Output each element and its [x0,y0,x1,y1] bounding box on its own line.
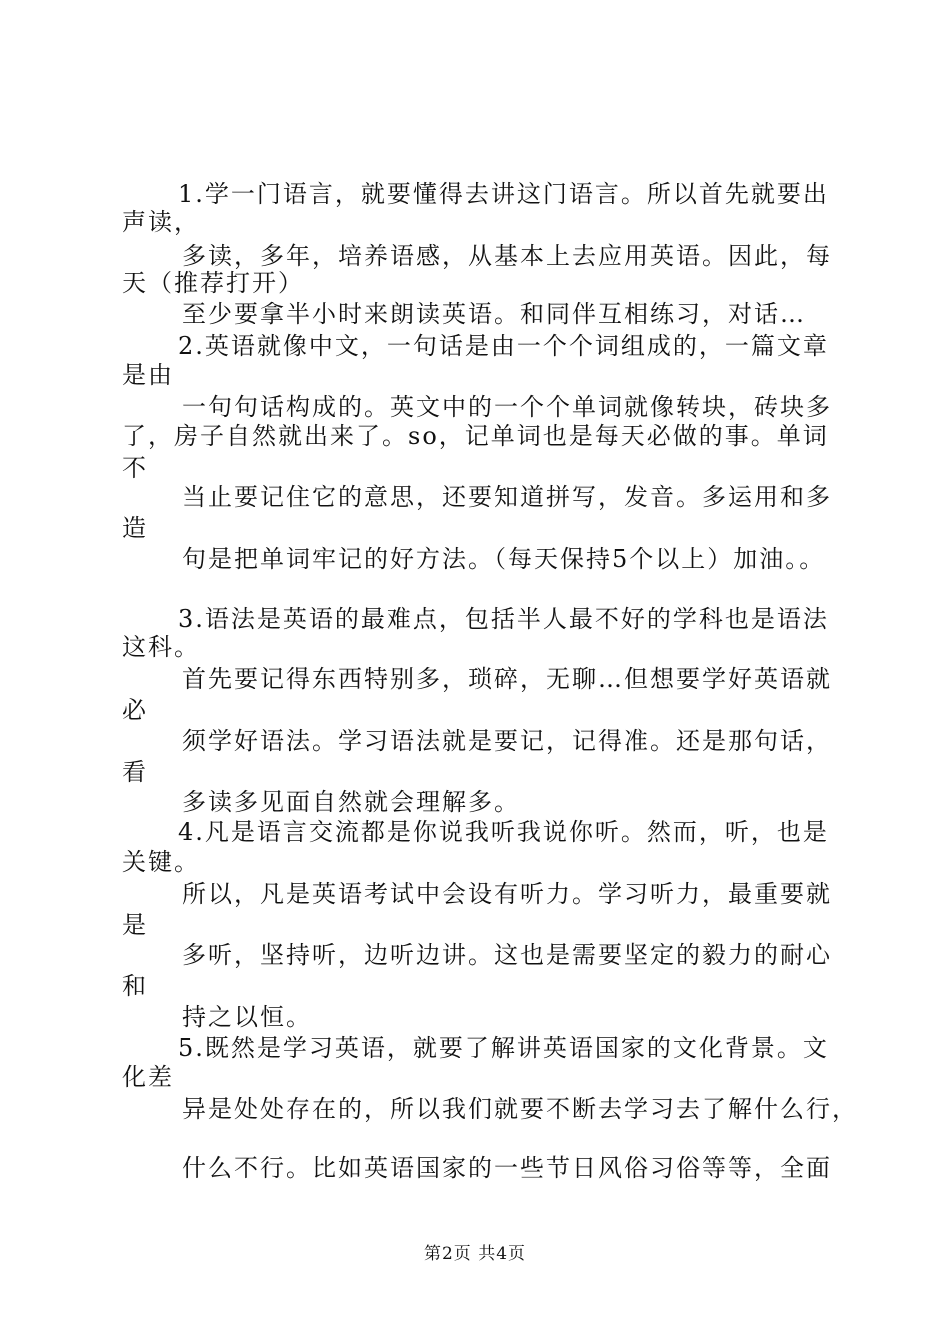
text-line: 声读， [122,208,200,236]
text-line: 多读多见面自然就会理解多。 [182,788,520,816]
text-line: 1.学一门语言，就要懂得去讲这门语言。所以首先就要出 [178,180,829,208]
text-line: 不 [122,454,148,482]
text-line: 2.英语就像中文，一句话是由一个个词组成的，一篇文章 [178,332,829,360]
text-line: 了，房子自然就出来了。so，记单词也是每天必做的事。单词 [122,422,829,450]
text-line: 至少要拿半小时来朗读英语。和同伴互相练习，对话… [182,300,806,328]
page-number-footer: 第2页 共4页 [423,1244,527,1264]
text-line: 首先要记得东西特别多，琐碎，无聊…但想要学好英语就 [182,665,832,693]
text-line: 多听，坚持听，边听边讲。这也是需要坚定的毅力的耐心 [182,941,832,969]
text-line: 是由 [122,361,174,389]
text-line: 异是处处存在的，所以我们就要不断去学习去了解什么行， [182,1095,858,1123]
text-line: 看 [122,758,148,786]
text-line: 当止要记住它的意思，还要知道拼写，发音。多运用和多 [182,483,832,511]
text-line: 化差 [122,1063,174,1091]
text-line: 必 [122,696,148,724]
text-line: 句是把单词牢记的好方法。（每天保持5个以上）加油。。 [182,545,826,573]
text-line: 天（推荐打开） [122,269,304,297]
text-line: 和 [122,972,148,1000]
text-line: 4.凡是语言交流都是你说我听我说你听。然而，听，也是 [178,818,829,846]
text-line: 多读，多年，培养语感，从基本上去应用英语。因此，每 [182,242,832,270]
text-line: 这科。 [122,633,200,661]
text-line: 须学好语法。学习语法就是要记，记得准。还是那句话， [182,727,832,755]
text-line: 3.语法是英语的最难点，包括半人最不好的学科也是语法 [178,605,829,633]
text-line: 5.既然是学习英语，就要了解讲英语国家的文化背景。文 [178,1034,829,1062]
text-line: 造 [122,514,148,542]
text-line: 什么不行。比如英语国家的一些节日风俗习俗等等，全面 [182,1154,832,1182]
text-line: 关键。 [122,848,200,876]
text-line: 一句句话构成的。英文中的一个个单词就像转块，砖块多 [182,393,832,421]
text-line: 是 [122,911,148,939]
text-line: 持之以恒。 [182,1003,312,1031]
text-line: 所以，凡是英语考试中会设有听力。学习听力，最重要就 [182,880,832,908]
